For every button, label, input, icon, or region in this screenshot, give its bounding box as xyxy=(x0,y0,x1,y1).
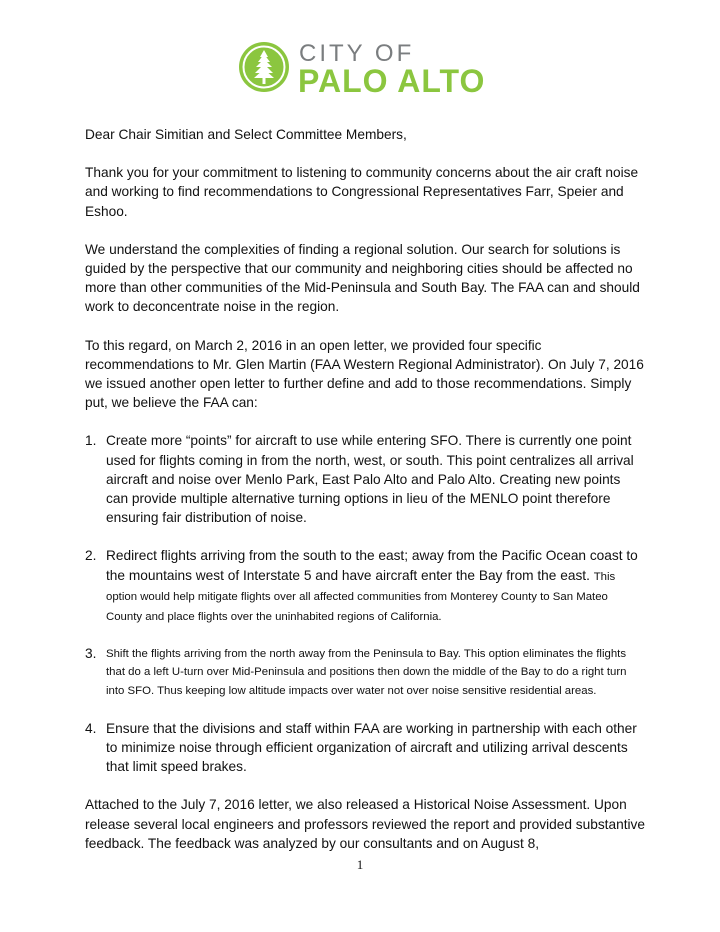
list-item-text: Ensure that the divisions and staff within FAA are working in partnership with each other to minimize noise through efficient organization of aircraft and utilizing arrival descents that limit speed brakes. xyxy=(106,720,637,775)
salutation: Dear Chair Simitian and Select Committee Members, xyxy=(85,127,407,142)
paragraph-2: We understand the complexities of finding a regional solution. Our search for solutions is guided by the perspective that our community and neighboring cities should be affected no more than other communities of the Mid-Peninsula and South Bay. The FAA can and should work to deconcentrate noise in the region. xyxy=(85,241,640,315)
paragraph-1: Thank you for your commitment to listening to community concerns about the air craft noise and working to find recommendations to Congressional Representatives Farr, Speier and Eshoo. xyxy=(85,165,639,219)
list-item-number: 1. xyxy=(85,433,97,449)
closing-paragraph: Attached to the July 7, 2016 letter, we also released a Historical Noise Assessment. Upon release several local engineers and professors reviewed the report and provided substantive feedback. The feedback was analyzed by our consultants and on August 8, xyxy=(85,797,645,851)
logo-city-of-text: CITY OF xyxy=(299,40,415,67)
list-item xyxy=(85,546,645,626)
list-item-number: 2. xyxy=(85,548,97,564)
paragraph-3: To this regard, on March 2, 2016 in an open letter, we provided four specific recommendations to Mr. Glen Martin (FAA Western Regional Administrator). On July 7, 2016 we issued another open letter to further define and add to those recommendations. Simply put, we believe the FAA can: xyxy=(85,337,644,411)
city-logo xyxy=(237,40,487,98)
list-item-text-small: Shift the flights arriving from the north away from the Peninsula to Bay. This option eliminates the flights that do a left U-turn over Mid-Peninsula and positions then down the middle of the Bay to do a right turn into SFO. Thus keeping low altitude impacts over water not over noise sensitive residential areas. xyxy=(106,648,627,697)
list-item xyxy=(85,431,645,527)
list-item xyxy=(85,719,645,777)
list-item-number: 4. xyxy=(85,720,97,736)
recommendation-list xyxy=(85,431,645,776)
list-item xyxy=(85,645,645,700)
redwood-tree-seal-icon xyxy=(237,40,291,94)
letter-body xyxy=(85,125,645,872)
logo-palo-alto-text: PALO ALTO xyxy=(298,63,486,99)
list-item-text: Create more “points” for aircraft to use while entering SFO. There is currently one point used for flights coming in from the north, west, or south. This point centralizes all arrival aircraft and noise over Menlo Park, East Palo Alto and Palo Alto. Creating new points can provide multiple alternative turning options in lieu of the MENLO point therefore ensuring fair distribution of noise. xyxy=(106,433,634,526)
list-item-text-small: This option would help mitigate flights over all affected communities from Monterey County to San Mateo County and place flights over the uninhabited regions of California. xyxy=(106,570,616,624)
page-number: 1 xyxy=(356,857,364,872)
list-item-text: Redirect flights arriving from the south to the east; away from the Pacific Ocean coast to the mountains west of Interstate 5 and have aircraft enter the Bay from the east. xyxy=(106,548,638,583)
list-item-number: 3. xyxy=(85,646,97,662)
